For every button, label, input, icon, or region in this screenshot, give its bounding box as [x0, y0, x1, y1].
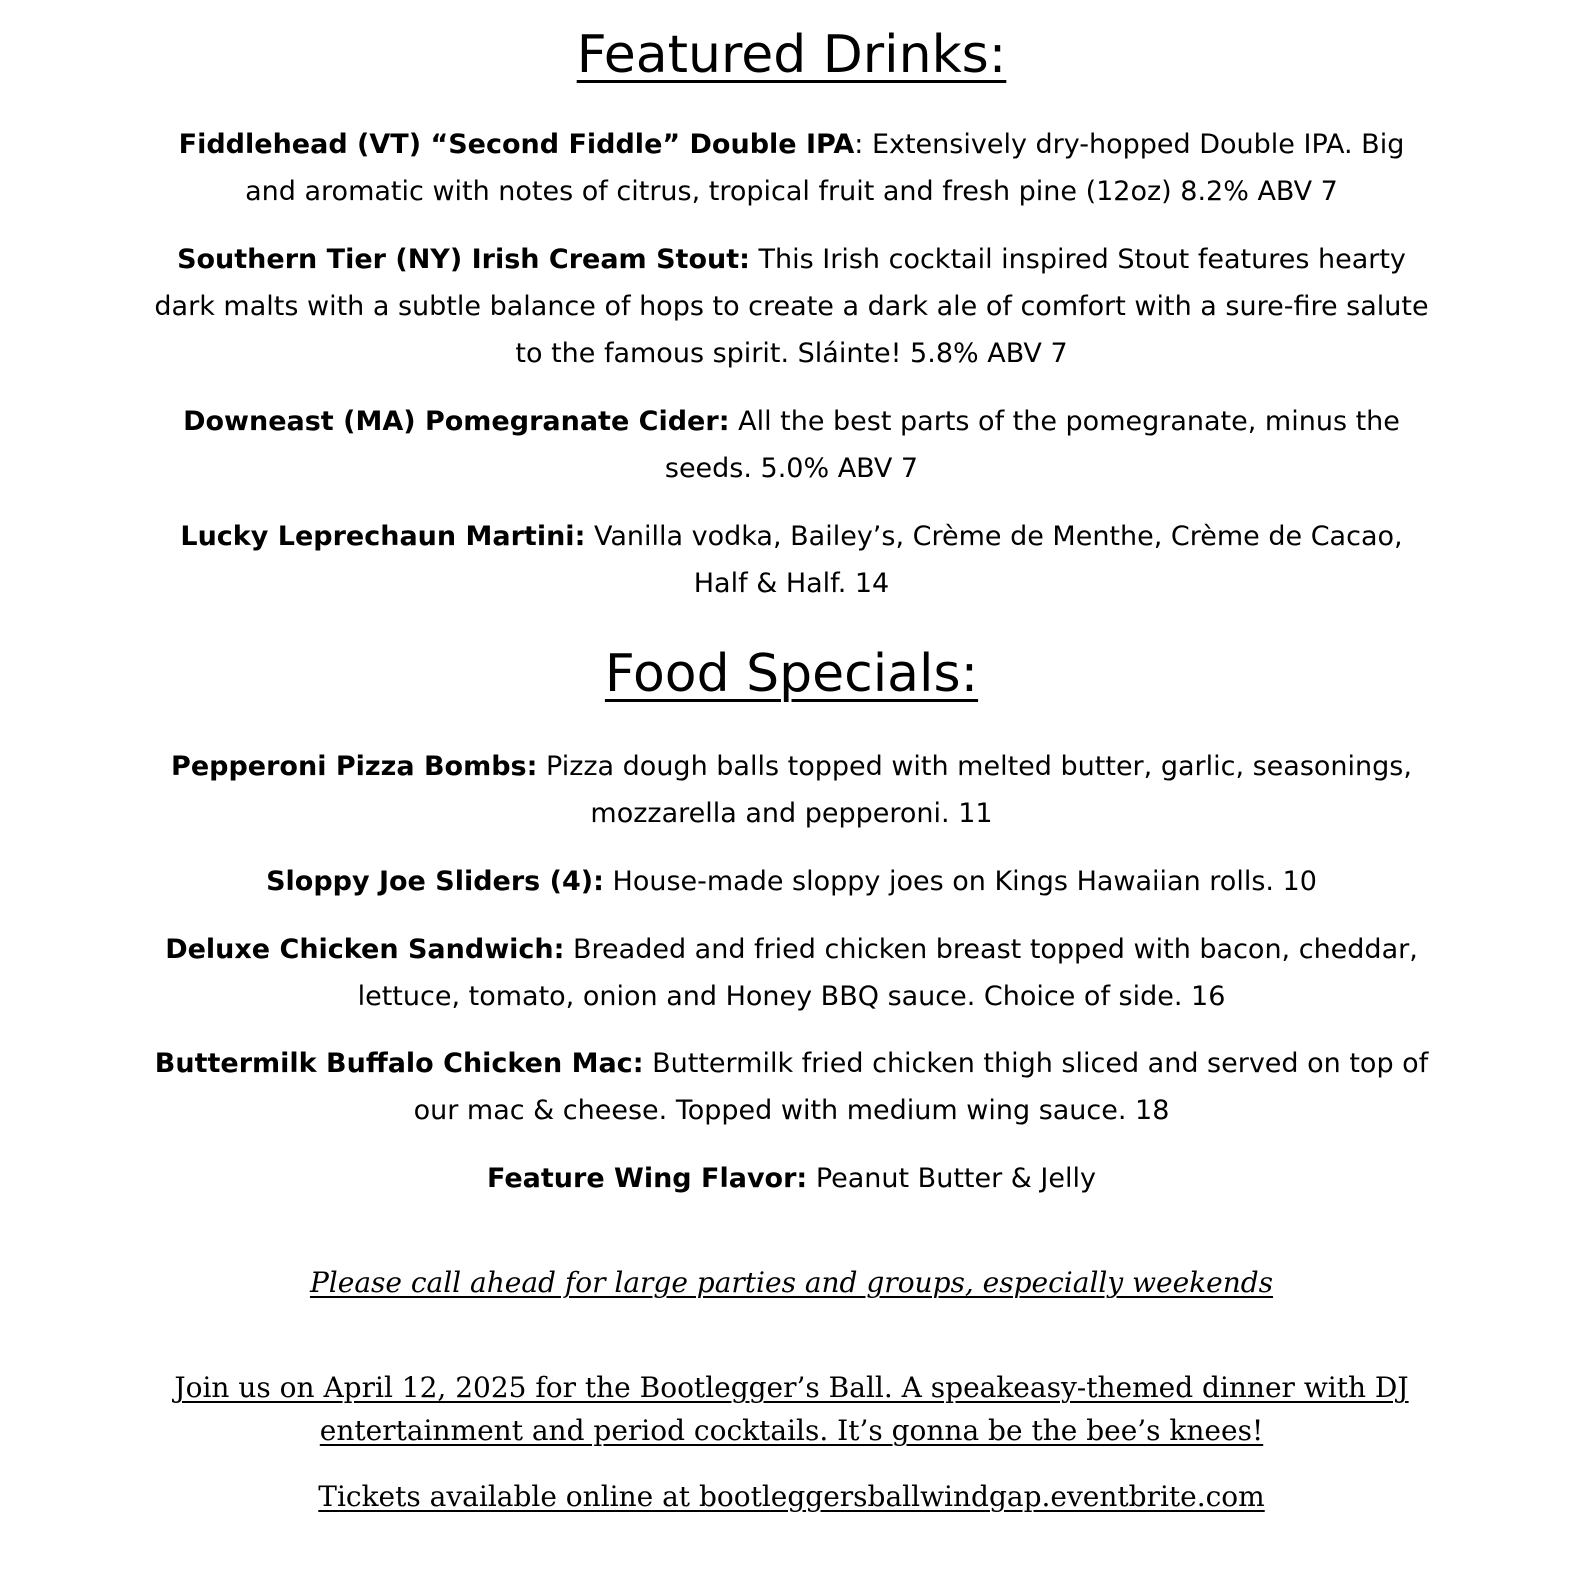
food-description: Peanut Butter & Jelly [815, 1163, 1096, 1194]
drink-item-irish-cream-stout [150, 236, 1433, 377]
food-specials-heading: Food Specials: [604, 644, 979, 704]
food-name: Feature Wing Flavor: [487, 1163, 808, 1194]
drink-name: Southern Tier (NY) Irish Cream Stout: [177, 244, 750, 275]
food-description: Breaded and fried chicken breast topped with bacon, cheddar, lettuce, tomato, onion and Honey BBQ sauce. Choice of side. 16 [357, 934, 1418, 1012]
food-description: Buttermilk fried chicken thigh sliced and served on top of our mac & cheese. Topped with medium wing sauce. 18 [413, 1048, 1429, 1126]
drink-name: Fiddlehead (VT) “Second Fiddle” Double IPA [178, 129, 855, 160]
drink-description: All the best parts of the pomegranate, minus the seeds. 5.0% ABV 7 [664, 406, 1400, 484]
bootleggers-ball-announcement: Join us on April 12, 2025 for the Bootlegger’s Ball. A speakeasy-themed dinner with DJ entertainment and period cocktails. It’s gonna be the bee’s knees! [174, 1371, 1409, 1447]
food-name: Pepperoni Pizza Bombs: [171, 751, 538, 782]
drink-item-second-fiddle: Fiddlehead (VT) “Second Fiddle” Double IPA: Extensively dry-hopped Double IPA. Big and aromatic with notes of citrus, tropical fruit and fresh pine (12oz) 8.2% ABV 7 [178, 129, 1405, 207]
food-item-feature-wing-flavor [150, 1155, 1433, 1202]
drink-name: Lucky Leprechaun Martini: [180, 521, 586, 552]
food-description: House-made sloppy joes on Kings Hawaiian rolls. 10 [612, 866, 1317, 897]
food-name: Sloppy Joe Sliders (4): [266, 866, 604, 897]
call-ahead-note: Please call ahead for large parties and groups, especially weekends [309, 1266, 1274, 1299]
drink-description: Extensively dry-hopped Double IPA. Big and aromatic with notes of citrus, tropical fruit and fresh pine (12oz) 8.2% ABV 7 [245, 129, 1405, 207]
food-item-deluxe-chicken-sandwich [150, 926, 1433, 1020]
drink-item-lucky-leprechaun-martini [150, 513, 1433, 607]
featured-drinks-heading: Featured Drinks: [576, 25, 1007, 85]
tickets-note: Tickets available online at bootleggersballwindgap.eventbrite.com [318, 1480, 1265, 1513]
food-name: Buttermilk Buffalo Chicken Mac: [154, 1048, 644, 1079]
drink-item-pomegranate-cider [150, 398, 1433, 492]
food-name: Deluxe Chicken Sandwich: [165, 934, 565, 965]
food-item-pizza-bombs [150, 743, 1433, 837]
food-item-sloppy-joe-sliders [150, 858, 1433, 905]
drink-description: Vanilla vodka, Bailey’s, Crème de Menthe, Crème de Cacao, Half & Half. 14 [593, 521, 1403, 599]
drink-name: Downeast (MA) Pomegranate Cider: [183, 406, 730, 437]
food-description: Pizza dough balls topped with melted butter, garlic, seasonings, mozzarella and pepperoni. 11 [546, 751, 1412, 829]
drink-description: This Irish cocktail inspired Stout features hearty dark malts with a subtle balance of hops to create a dark ale of comfort with a sure-fire salute to the famous spirit. Sláinte! 5.8% ABV 7 [154, 244, 1429, 369]
food-item-buffalo-chicken-mac [150, 1040, 1433, 1134]
